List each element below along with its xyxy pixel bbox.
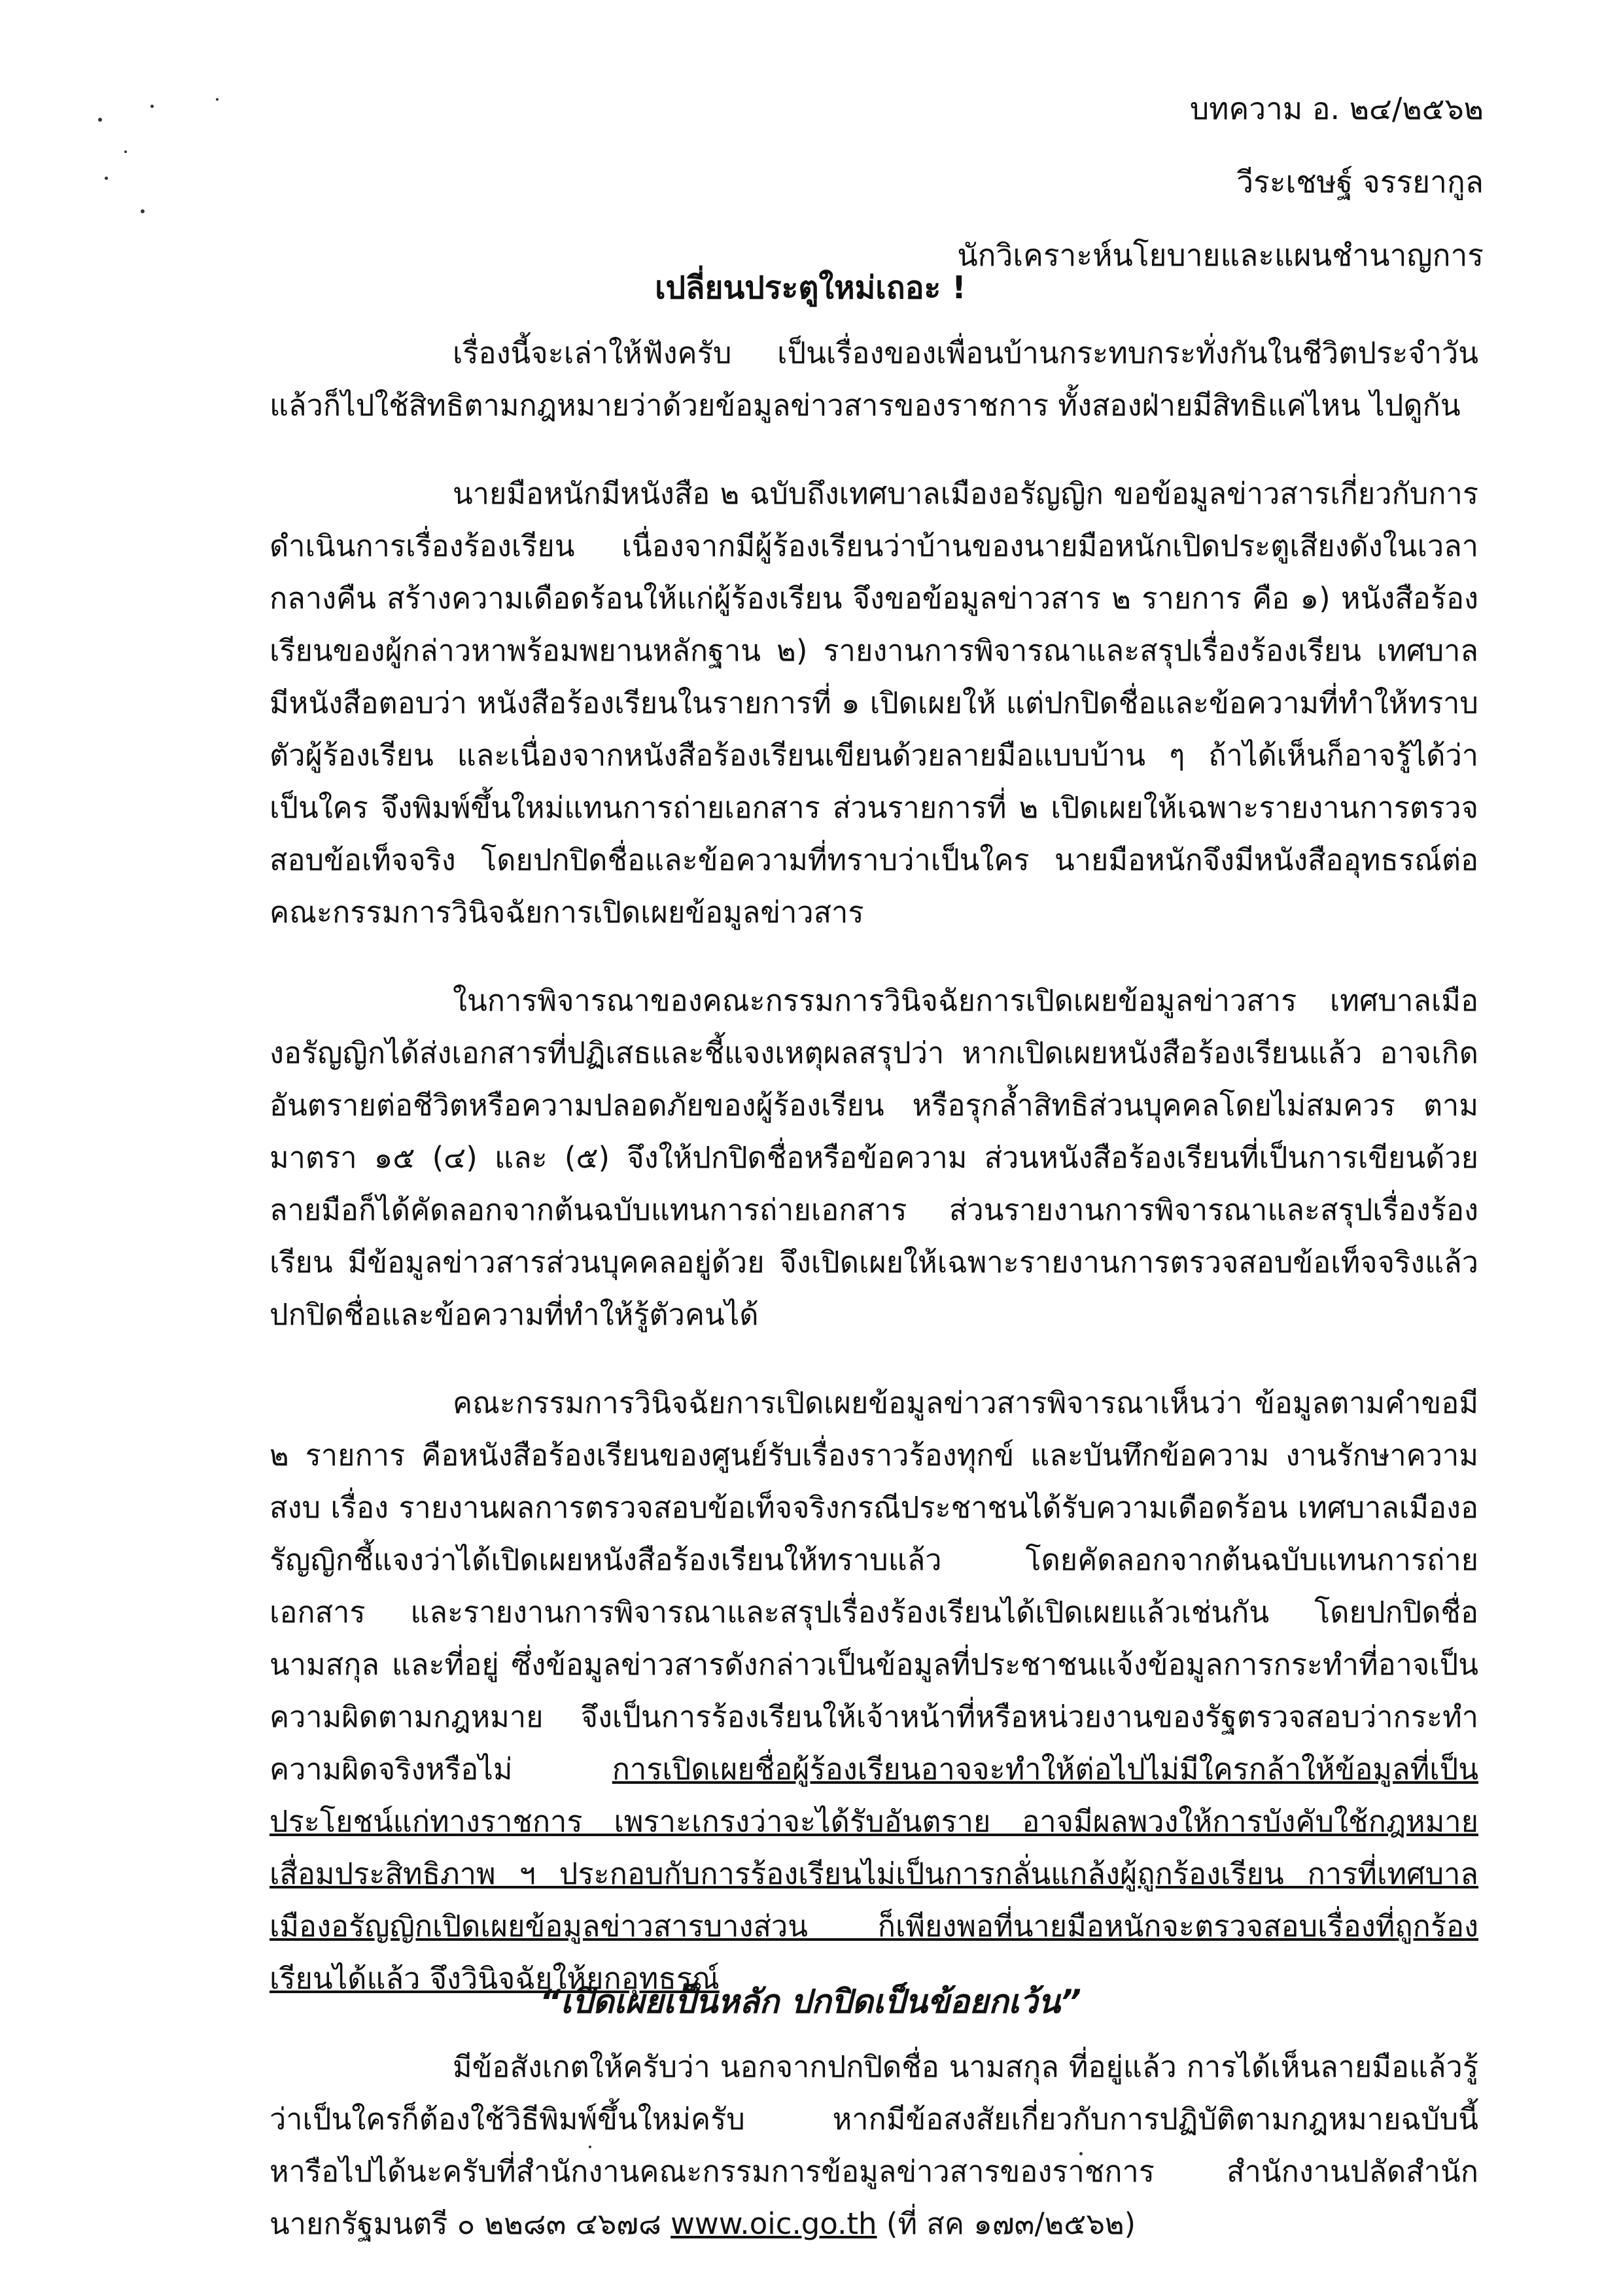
scan-speck	[124, 150, 127, 153]
paragraph-remark	[270, 2041, 1478, 2250]
paragraph-request: นายมือหนักมีหนังสือ ๒ ฉบับถึงเทศบาลเมืองอรัญญิก ขอข้อมูลข่าวสารเกี่ยวกับการดำเนินการเรื่องร้องเรียน เนื่องจากมีผู้ร้องเรียนว่าบ้านของนายมือหนักเปิดประตูเสียงดังในเวลากลางคืน สร้างความเดือดร้อนให้แก่ผู้ร้องเรียน จึงขอข้อมูลข่าวสาร ๒ รายการ คือ ๑) หนังสือร้องเรียนของผู้กล่าวหาพร้อมพยานหลักฐาน ๒) รายงานการพิจารณาและสรุปเรื่องร้องเรียน เทศบาลมีหนังสือตอบว่า หนังสือร้องเรียนในรายการที่ ๑ เปิดเผยให้ แต่ปกปิดชื่อและข้อความที่ทำให้ทราบตัวผู้ร้องเรียน และเนื่องจากหนังสือร้องเรียนเขียนด้วยลายมือแบบบ้าน ๆ ถ้าได้เห็นก็อาจรู้ได้ว่าเป็นใคร จึงพิมพ์ขึ้นใหม่แทนการถ่ายเอกสาร ส่วนรายการที่ ๒ เปิดเผยให้เฉพาะรายงานการตรวจสอบข้อเท็จจริง โดยปกปิดชื่อและข้อความที่ทราบว่าเป็นใคร นายมือหนักจึงมีหนังสืออุทธรณ์ต่อคณะกรรมการวินิจฉัยการเปิดเผยข้อมูลข่าวสาร	[270, 476, 1478, 930]
scan-speck	[105, 177, 108, 180]
scan-speck	[141, 209, 145, 213]
oic-website-link[interactable]: www.oic.go.th	[671, 2206, 877, 2241]
scan-speck	[98, 118, 102, 122]
author-name: วีระเชษฐ์ จรรยากูล	[1236, 164, 1484, 200]
remark-text: มีข้อสังเกตให้ครับว่า นอกจากปกปิดชื่อ นามสกุล ที่อยู่แล้ว การได้เห็นลายมือแล้วรู้ว่าเป็นใครก็ต้องใช้วิธีพิมพ์ขึ้นใหม่ครับ หากมีข้อสงสัยเกี่ยวกับการปฏิบัติตามกฎหมายฉบับนี้ หารือไปได้นะครับที่สำนักงานคณะกรรมการข้อมูลข่าวสารของราชการ สำนักงานปลัดสำนักนายกรัฐมนตรี ๐ ๒๒๘๓ ๔๖๗๘	[270, 2049, 1478, 2241]
reference-number: (ที่ สค ๑๗๓/๒๕๖๒)	[877, 2206, 1136, 2241]
scan-speck	[216, 98, 218, 101]
committee-reasoning: คณะกรรมการวินิจฉัยการเปิดเผยข้อมูลข่าวสารพิจารณาเห็นว่า ข้อมูลตามคำขอมี ๒ รายการ คือหนังสือร้องเรียนของศูนย์รับเรื่องราวร้องทุกข์ และบันทึกข้อความ งานรักษาความสงบ เรื่อง รายงานผลการตรวจสอบข้อเท็จจริงกรณีประชาชนได้รับความเดือดร้อน เทศบาลเมืองอรัญญิกชี้แจงว่าได้เปิดเผยหนังสือร้องเรียนให้ทราบแล้ว โดยคัดลอกจากต้นฉบับแทนการถ่ายเอกสาร และรายงานการพิจารณาและสรุปเรื่องร้องเรียนได้เปิดเผยแล้วเช่นกัน โดยปกปิดชื่อ นามสกุล และที่อยู่ ซึ่งข้อมูลข่าวสารดังกล่าวเป็นข้อมูลที่ประชาชนแจ้งข้อมูลการกระทำที่อาจเป็นความผิดตามกฎหมาย จึงเป็นการร้องเรียนให้เจ้าหน้าที่หรือหน่วยงานของรัฐตรวจสอบว่ากระทำความผิดจริงหรือไม่	[270, 1385, 1478, 1786]
paragraph-municipality-response: ในการพิจารณาของคณะกรรมการวินิจฉัยการเปิดเผยข้อมูลข่าวสาร เทศบาลเมืองอรัญญิกได้ส่งเอกสารที่ปฏิเสธและชี้แจงเหตุผลสรุปว่า หากเปิดเผยหนังสือร้องเรียนแล้ว อาจเกิดอันตรายต่อชีวิตหรือความปลอดภัยของผู้ร้องเรียน หรือรุกล้ำสิทธิส่วนบุคคลโดยไม่สมควร ตามมาตรา ๑๕ (๔) และ (๕) จึงให้ปกปิดชื่อหรือข้อความ ส่วนหนังสือร้องเรียนที่เป็นการเขียนด้วยลายมือก็ได้คัดลอกจากต้นฉบับแทนการถ่ายเอกสาร ส่วนรายงานการพิจารณาและสรุปเรื่องร้องเรียน มีข้อมูลข่าวสารส่วนบุคคลอยู่ด้วย จึงเปิดเผยให้เฉพาะรายงานการตรวจสอบข้อเท็จจริงแล้วปกปิดชื่อและข้อความที่ทำให้รู้ตัวคนได้	[270, 983, 1478, 1332]
scan-speck	[150, 105, 154, 108]
document-title: เปลี่ยนประตูใหม่เถอะ !	[655, 270, 966, 306]
paragraph-committee-decision	[270, 1377, 1478, 2005]
document-header	[957, 72, 1484, 292]
author-position: นักวิเคราะห์นโยบายและแผนชำนาญการ	[957, 237, 1484, 273]
closing-motto: “เปิดเผยเป็นหลัก ปกปิดเป็นข้อยกเว้น”	[539, 1983, 1082, 2021]
paragraph-intro: เรื่องนี้จะเล่าให้ฟังครับ เป็นเรื่องของเพื่อนบ้านกระทบกระทั่งกันในชีวิตประจำวัน แล้วก็ไปใช้สิทธิตามกฎหมายว่าด้วยข้อมูลข่าวสารของราชการ ทั้งสองฝ่ายมีสิทธิแค่ไหน ไปดูกัน	[270, 336, 1478, 423]
article-number: บทความ อ. ๒๔/๒๕๖๒	[1189, 91, 1484, 126]
committee-ruling: การเปิดเผยชื่อผู้ร้องเรียนอาจจะทำให้ต่อไปไม่มีใครกล้าให้ข้อมูลที่เป็นประโยชน์แก่ทางราชการ เพราะเกรงว่าจะได้รับอันตราย อาจมีผลพวงให้การบังคับใช้กฎหมายเสื่อมประสิทธิภาพ ฯ ประกอบกับการร้องเรียนไม่เป็นการกลั่นแกล้งผู้ถูกร้องเรียน การที่เทศบาลเมืองอรัญญิกเปิดเผยข้อมูลข่าวสารบางส่วน ก็เพียงพอที่นายมือหนักจะตรวจสอบเรื่องที่ถูกร้องเรียนได้แล้ว จึงวินิจฉัยให้ยกอุทธรณ์	[270, 1752, 1478, 1996]
